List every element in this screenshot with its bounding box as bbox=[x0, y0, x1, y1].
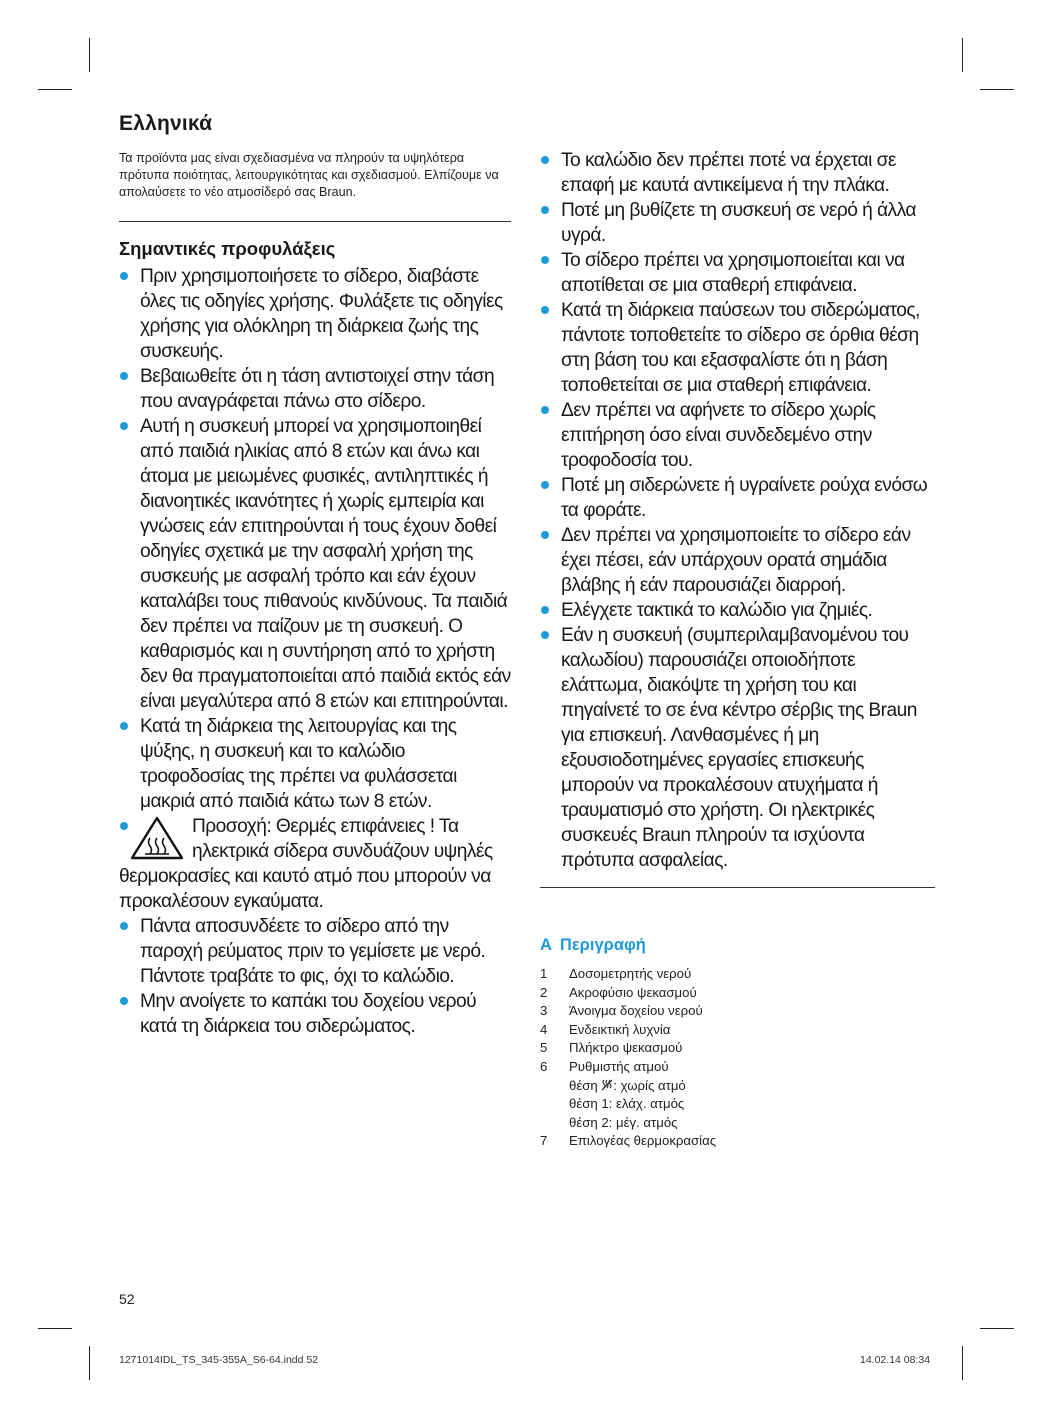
right-column bbox=[540, 148, 935, 1151]
crop-mark bbox=[980, 89, 1014, 90]
list-item: Το σίδερο πρέπει να χρησιμοποιείται και να αποτίθεται σε μια σταθερή επιφάνεια. bbox=[540, 248, 935, 298]
intro-paragraph: Τα προϊόντα μας είναι σχεδιασμένα να πληρούν τα υψηλότερα πρότυπα ποιότητας, λειτουργικότητας και σχεδιασμού. Ελπίζουμε να απολαύσετε το νέο ατμοσίδερό σας Braun. bbox=[119, 151, 499, 199]
no-steam-icon bbox=[601, 1079, 613, 1091]
crop-mark bbox=[962, 1346, 963, 1380]
crop-mark bbox=[38, 89, 72, 90]
list-item: Δεν πρέπει να αφήνετε το σίδερο χωρίς επιτήρηση όσο είναι συνδεδεμένο στην τροφοδοσία του. bbox=[540, 398, 935, 473]
crop-mark bbox=[89, 38, 90, 72]
bullet-icon bbox=[120, 272, 128, 280]
divider bbox=[540, 887, 935, 888]
parts-list bbox=[540, 965, 935, 1077]
list-item: Κατά τη διάρκεια της λειτουργίας και της ψύξης, η συσκευή και το καλώδιο τροφοδοσίας της πρέπει να φυλάσσεται μακριά από παιδιά κάτω των 8 ετών. bbox=[119, 714, 511, 814]
safety-list-left bbox=[119, 264, 511, 1039]
left-column bbox=[119, 112, 511, 1039]
list-item: Βεβαιωθείτε ότι η τάση αντιστοιχεί στην τάση που αναγράφεται πάνω στο σίδερο. bbox=[119, 364, 511, 414]
list-item: Ποτέ μη σιδερώνετε ή υγραίνετε ρούχα ενόσω τα φοράτε. bbox=[540, 473, 935, 523]
description-title: A Περιγραφή bbox=[540, 936, 646, 954]
list-item: Το καλώδιο δεν πρέπει ποτέ να έρχεται σε επαφή με καυτά αντικείμενα ή την πλάκα. bbox=[540, 148, 935, 198]
regulator-position-off: θέση : χωρίς ατμό bbox=[569, 1077, 686, 1093]
page-heading: Ελληνικά bbox=[119, 112, 213, 135]
list-item-warning: Προσοχή: Θερμές επιφάνειες ! Τα ηλεκτρικά σίδερα συνδυάζουν υψηλές θερμοκρασίες και καυτό ατμό που μπορούν να προκαλέσουν εγκαύματα. bbox=[119, 816, 493, 912]
safety-title: Σημαντικές προφυλάξεις bbox=[119, 238, 336, 259]
bullet-icon bbox=[541, 481, 549, 489]
list-item: 4 Ενδεικτική λυχνία bbox=[540, 1021, 671, 1037]
bullet-icon bbox=[120, 722, 128, 730]
slug-date: 14.02.14 08:34 bbox=[860, 1354, 931, 1366]
bullet-icon bbox=[120, 372, 128, 380]
list-item: 6 Ρυθμιστής ατμού bbox=[540, 1058, 669, 1074]
list-item: Ποτέ μη βυθίζετε τη συσκευή σε νερό ή άλλα υγρά. bbox=[540, 198, 935, 248]
bullet-icon bbox=[541, 531, 549, 539]
bullet-icon bbox=[541, 406, 549, 414]
list-item: Ελέγχετε τακτικά το καλώδιο για ζημιές. bbox=[540, 598, 935, 623]
bullet-icon bbox=[541, 156, 549, 164]
list-item: Αυτή η συσκευή μπορεί να χρησιμοποιηθεί από παιδιά ηλικίας από 8 ετών και άνω και άτομα με μειωμένες φυσικές, αντιληπτικές ή διανοητικές ικανότητες ή χωρίς εμπειρία και γνώσεις εάν επιτηρούνται ή τους έχουν δοθεί οδηγίες σχετικά με την ασφαλή χρήση της συσκευής με ασφαλή τρόπο και εάν έχουν καταλάβει τους πιθανούς κινδύνους. Τα παιδιά δεν πρέπει να παίζουν με τη συσκευή. Ο καθαρισμός και η συντήρηση από το χρήστη δεν θα πραγματοποιείται από παιδιά εκτός εάν είναι μεγαλύτερα από 8 ετών και επιτηρούνται. bbox=[119, 414, 511, 714]
parts-list-end bbox=[540, 1132, 935, 1151]
bullet-icon bbox=[120, 997, 128, 1005]
page-number: 52 bbox=[119, 1291, 135, 1307]
divider bbox=[119, 221, 511, 222]
crop-mark bbox=[980, 1328, 1014, 1329]
list-item: Κατά τη διάρκεια παύσεων του σιδερώματος, πάντοτε τοποθετείτε το σίδερο σε όρθια θέση στη βάση του και εξασφαλίστε ότι η βάση τοποθετείται σε μια σταθερή επιφάνεια. bbox=[540, 298, 935, 398]
list-item: 5 Πλήκτρο ψεκασμού bbox=[540, 1040, 683, 1056]
regulator-position-2: θέση 2: μέγ. ατμός bbox=[569, 1114, 678, 1130]
list-item: Δεν πρέπει να χρησιμοποιείτε το σίδερο εάν έχει πέσει, εάν υπάρχουν ορατά σημάδια βλάβης ή εάν παρουσιάζει διαρροή. bbox=[540, 523, 935, 598]
description-letter: A bbox=[540, 936, 552, 954]
list-item: Πάντα αποσυνδέετε το σίδερο από την παροχή ρεύματος πριν το γεμίσετε με νερό. Πάντοτε τραβάτε το φις, όχι το καλώδιο. bbox=[119, 914, 511, 989]
safety-list-right bbox=[540, 148, 935, 873]
hot-surface-warning-icon bbox=[130, 816, 184, 860]
list-item: 3 Άνοιγμα δοχείου νερού bbox=[540, 1003, 703, 1019]
regulator-position-1: θέση 1: ελάχ. ατμός bbox=[569, 1096, 685, 1112]
crop-mark bbox=[962, 38, 963, 72]
bullet-icon bbox=[541, 206, 549, 214]
crop-mark bbox=[89, 1346, 90, 1380]
slug-file: 1271014IDL_TS_345-355A_S6-64.indd 52 bbox=[119, 1354, 319, 1366]
bullet-icon bbox=[541, 631, 549, 639]
bullet-icon bbox=[120, 422, 128, 430]
bullet-icon bbox=[541, 306, 549, 314]
crop-mark bbox=[38, 1328, 72, 1329]
bullet-icon bbox=[541, 256, 549, 264]
list-item: 1 Δοσομετρητής νερού bbox=[540, 966, 692, 981]
bullet-icon bbox=[120, 922, 128, 930]
list-item: Μην ανοίγετε το καπάκι του δοχείου νερού κατά τη διάρκεια του σιδερώματος. bbox=[119, 989, 511, 1039]
bullet-icon bbox=[541, 606, 549, 614]
bullet-icon bbox=[120, 822, 128, 830]
list-item: 2 Ακροφύσιο ψεκασμού bbox=[540, 984, 697, 1000]
list-item: Εάν η συσκευή (συμπεριλαμβανομένου του καλωδίου) παρουσιάζει οποιοδήποτε ελάττωμα, διακόψτε τη χρήση του και πηγαίνετέ το σε ένα κέντρο σέρβις της Braun για επισκευή. Λανθασμένες ή μη εξουσιοδοτημένες εργασίες επισκευής μπορούν να προκαλέσουν ατυχήματα ή τραυματισμό στο χρήστη. Οι ηλεκτρικές συσκευές Braun πληρούν τα ισχύοντα πρότυπα ασφαλείας. bbox=[540, 623, 935, 873]
list-item: Πριν χρησιμοποιήσετε το σίδερο, διαβάστε όλες τις οδηγίες χρήσης. Φυλάξετε τις οδηγίες χρήσης για ολόκληρη τη διάρκεια ζωής της συσκευής. bbox=[119, 264, 511, 364]
list-item: 7 Επιλογέας θερμοκρασίας bbox=[540, 1133, 717, 1149]
